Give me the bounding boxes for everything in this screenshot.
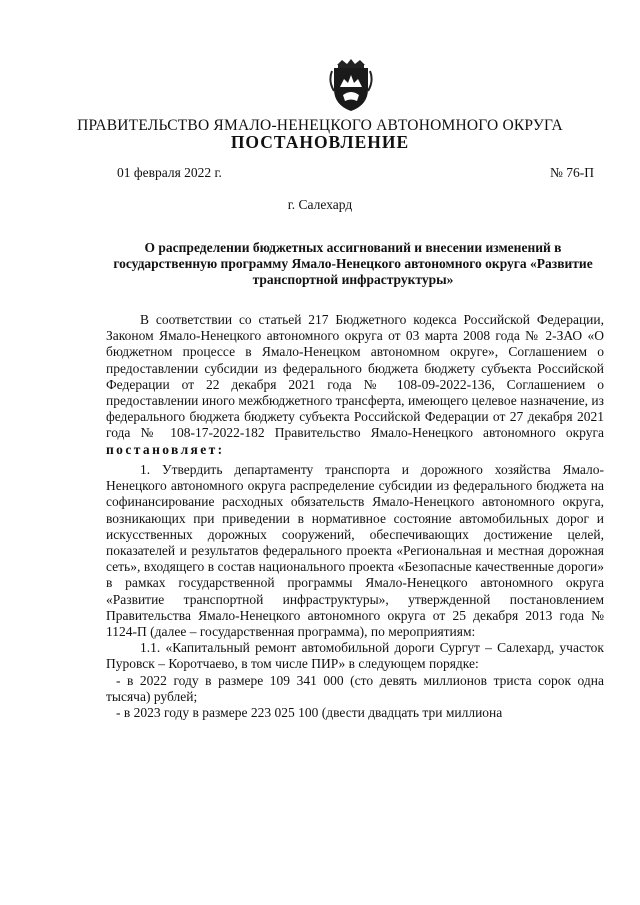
- body-text: [106, 462, 604, 721]
- preamble-paragraph: [106, 312, 604, 458]
- organization-name: ПРАВИТЕЛЬСТВО ЯМАЛО-НЕНЕЦКОГО АВТОНОМНОГО ОКРУГА: [77, 117, 563, 134]
- list-item: - в 2023 году в размере 223 025 100 (двести двадцать три миллиона: [116, 705, 503, 721]
- paragraph-1: 1. Утвердить департаменту транспорта и дорожного хозяйства Ямало-Ненецкого автономного округа распределение субсидии из федерального бюджета на софинансирование расходных обязательств Ямало-Ненецкого автономного округа, возникающих при приведении в нормативное состояние автомобильных дорог и искусственных дорожных сооружений, обеспечивающих достижение целей, показателей и результатов федерального проекта «Региональная и местная дорожная сеть», входящего в состав национального проекта «Безопасные качественные дороги» в рамках государственной программы Ямало-Ненецкого автономного округа «Развитие транспортной инфраструктуры», утвержденной постановлением Правительства Ямало-Ненецкого автономного округа от 25 декабря 2013 года № 1124-П (далее – государственная программа), по мероприятиям:: [106, 462, 604, 640]
- document-city: г. Салехард: [287, 197, 353, 212]
- preamble-text: В соответствии со статьей 217 Бюджетного кодекса Российской Федерации, Законом Ямало-Ненецкого автономного округа от 03 марта 2008 года № 2-ЗАО «О бюджетном процессе в Ямало-Ненецком автономном округе», Соглашением о предоставлении субсидии из федерального бюджета бюджету субъекта Российской Федерации от 22 декабря 2021 года № 108-09-2022-136, Соглашением о предоставлении иного межбюджетного трансферта, имеющего целевое назначение, из федерального бюджета бюджету субъекта Российской Федерации от 27 декабря 2021 года № 108-17-2022-182 Правительство Ямало-Ненецкого автономного округа: [106, 312, 604, 441]
- preamble: [106, 312, 604, 458]
- document-title: О распределении бюджетных ассигнований и внесении изменений в государственную программу Ямало-Ненецкого автономного округа «Развитие транспортной инфраструктуры»: [113, 240, 593, 287]
- resolves-keyword: постановляет:: [106, 441, 225, 457]
- document-number: № 76-П: [549, 165, 594, 180]
- document-type: ПОСТАНОВЛЕНИЕ: [230, 132, 410, 152]
- paragraph-1-1: 1.1. «Капитальный ремонт автомобильной дороги Сургут – Салехард, участок Пуровск – Коротчаево, в том числе ПИР» в следующем порядке:: [106, 640, 604, 672]
- list-item: - в 2022 году в размере 109 341 000 (сто девять миллионов триста сорок одна тысяча) рублей;: [106, 672, 604, 704]
- coat-of-arms-icon: [328, 57, 374, 113]
- document-date: 01 февраля 2022 г.: [117, 165, 222, 180]
